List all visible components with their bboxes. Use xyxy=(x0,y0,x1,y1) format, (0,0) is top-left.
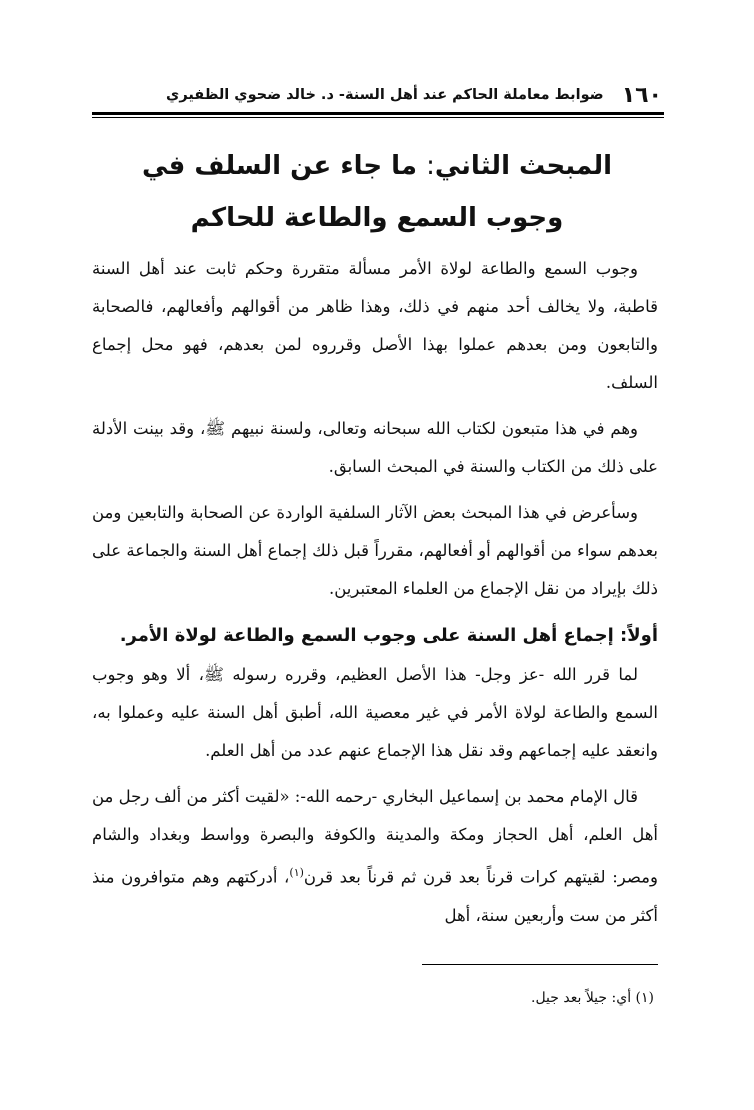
quote-text: قال الإمام محمد بن إسماعيل البخاري -رحمه الله-: «لقيت أكثر من ألف رجل من أهل العلم، أهل الحجاز ومكة والمدينة والكوفة والبصرة وواسط وبغداد والشام ومصر: لقيتهم كرات قرناً بعد قرن ثم قرناً بعد قرن xyxy=(92,787,658,887)
subheading: أولاً: إجماع أهل السنة على وجوب السمع والطاعة لولاة الأمر. xyxy=(119,625,658,646)
section-label: المبحث الثاني xyxy=(434,151,613,181)
paragraph: وجوب السمع والطاعة لولاة الأمر مسألة متقررة وحكم ثابت عند أهل السنة قاطبة، ولا يخالف أحد منهم في ذلك، وهذا ظاهر من أقوالهم وأفعالهم، فالصحابة والتابعون ومن بعدهم عملوا بهذا الأصل وقرروه لمن بعدهم، فهو محل إجماع السلف. xyxy=(92,259,658,392)
running-title: ضوابط معاملة الحاكم عند أهل السنة- د. خالد ضحوي الظفيري xyxy=(166,87,604,103)
running-header xyxy=(92,78,662,112)
section-colon: : xyxy=(426,151,435,181)
header-rule xyxy=(92,112,664,115)
footnote-reference[interactable]: (١) xyxy=(289,866,304,879)
body-text xyxy=(92,250,658,943)
section-title-text: ما جاء عن السلف في وجوب السمع والطاعة للحاكم xyxy=(141,151,564,233)
quote-paragraph xyxy=(92,778,658,935)
paragraph: لما قرر الله -عز وجل- هذا الأصل العظيم، وقرره رسوله ﷺ، ألا وهو وجوب السمع والطاعة لولاة الأمر في غير معصية الله، أطبق أهل السنة عليه وعملوا به، وانعقد عليه إجماعهم وقد نقل هذا الإجماع عنهم عدد من أهل العلم. xyxy=(92,665,658,760)
paragraph: وسأعرض في هذا المبحث بعض الآثار السلفية الواردة عن الصحابة والتابعين ومن بعدهم سواء من أقوالهم أو أفعالهم، مقرراً قبل ذلك إجماع أهل السنة والجماعة على ذلك بإيراد من نقل الإجماع من العلماء المعتبرين. xyxy=(92,503,658,598)
footnote: (١) أي: جيلاً بعد جيل. xyxy=(531,990,654,1006)
footnote-separator xyxy=(422,964,658,965)
quote-text-continued: ، أدركتهم وهم متوافرون منذ أكثر من ست وأربعين سنة، أهل xyxy=(92,867,658,925)
paragraph: وهم في هذا متبعون لكتاب الله سبحانه وتعالى، ولسنة نبيهم ﷺ، وقد بينت الأدلة على ذلك من الكتاب والسنة في المبحث السابق. xyxy=(92,419,658,476)
page-number: ١٦٠ xyxy=(621,82,662,108)
section-title xyxy=(100,140,654,244)
